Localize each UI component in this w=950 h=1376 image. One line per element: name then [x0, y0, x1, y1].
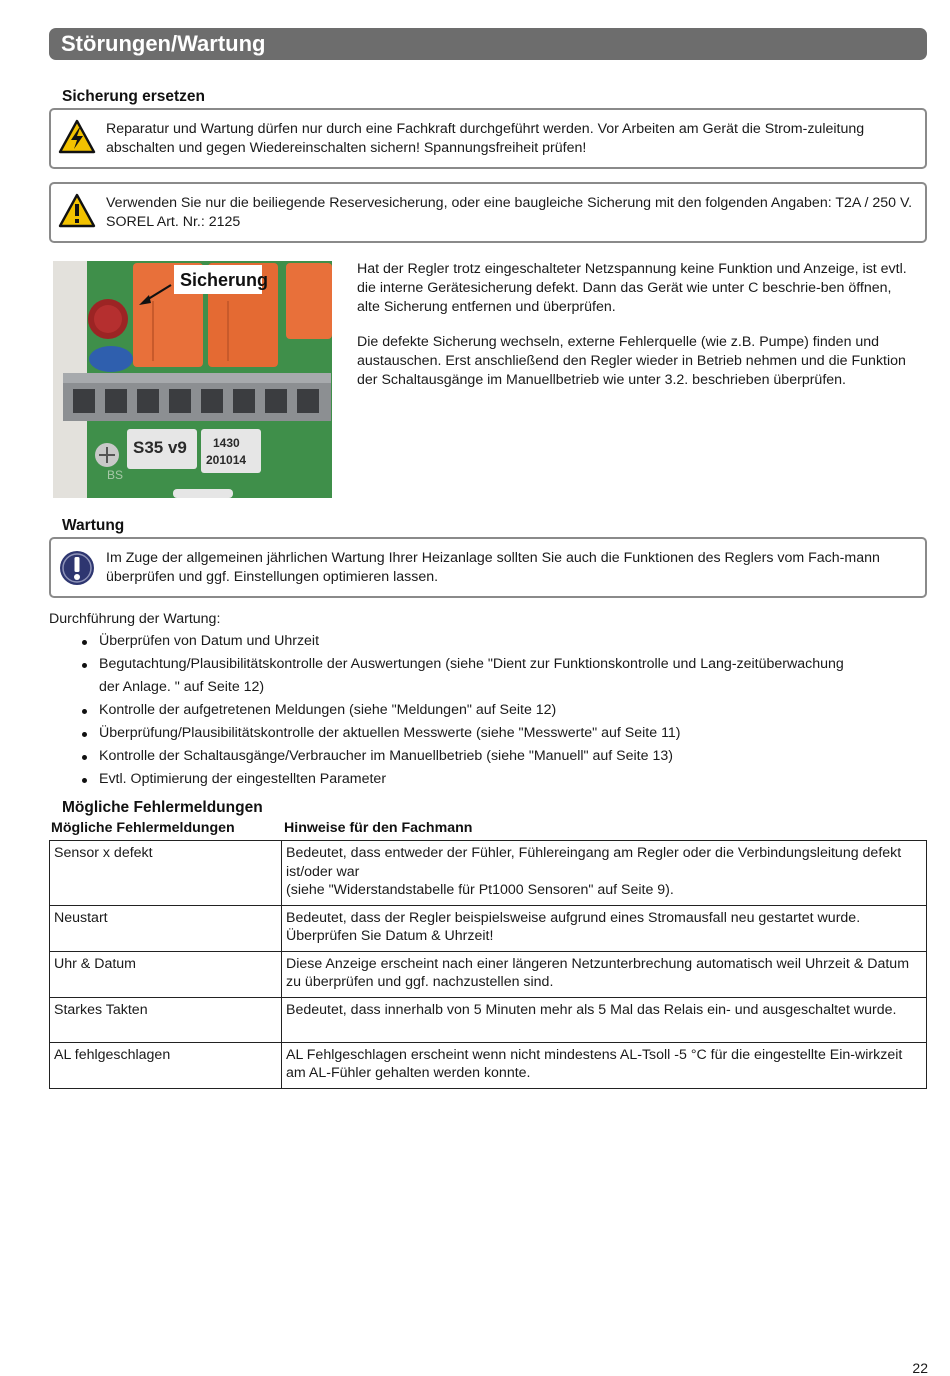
- error-name: Neustart: [50, 905, 282, 951]
- code-line-1: 1430: [213, 436, 240, 450]
- error-name: Starkes Takten: [50, 997, 282, 1042]
- page-number: 22: [912, 1360, 928, 1376]
- section-heading-maintenance: Wartung: [62, 517, 125, 534]
- list-item: Überprüfung/Plausibilitätskontrolle der aktuellen Messwerte (siehe "Messwerte" auf Seite 11): [80, 722, 860, 745]
- exclamation-icon: [58, 549, 96, 592]
- list-item: Überprüfen von Datum und Uhrzeit: [80, 630, 860, 653]
- info-text-maintenance: Im Zuge der allgemeinen jährlichen Wartung Ihrer Heizanlage sollten Sie auch die Funktionen des Reglers vom Fach-mann überprüfen und ggf. Einstellungen optimieren lassen.: [106, 550, 880, 585]
- error-hint: Bedeutet, dass entweder der Fühler, Fühlereingang am Regler oder die Verbindungsleitung defekt ist/oder war (siehe "Widerstandstabelle für Pt1000 Sensoren" auf Seite 9).: [282, 841, 927, 906]
- list-item: Kontrolle der Schaltausgänge/Verbraucher im Manuellbetrieb (siehe "Manuell" auf Seite 13): [80, 745, 860, 768]
- warning-text-electric: Reparatur und Wartung dürfen nur durch eine Fachkraft durchgeführt werden. Vor Arbeiten am Gerät die Strom-zuleitung abschalten und gegen Wiedereinschalten sichern! Spannungsfreiheit prüfen!: [106, 121, 865, 156]
- error-hint: AL Fehlgeschlagen erscheint wenn nicht mindestens AL-Tsoll -5 °C für die eingestellte Ein-wirkzeit am AL-Fühler gehalten werden konnte.: [282, 1042, 927, 1088]
- board-label: S35 v9: [133, 438, 187, 457]
- warning-text-fuse: Verwenden Sie nur die beiliegende Reservesicherung, oder eine baugleiche Sicherung mit den folgenden Angaben: T2A / 250 V. SOREL Art. Nr.: 2125: [106, 195, 913, 230]
- section-heading-fuse: Sicherung ersetzen: [62, 88, 205, 105]
- maintenance-list: [80, 630, 860, 791]
- error-hint: Bedeutet, dass innerhalb von 5 Minuten mehr als 5 Mal das Relais ein- und ausgeschaltet wurde.: [282, 997, 927, 1042]
- table-row: [50, 1042, 927, 1088]
- error-name: Uhr & Datum: [50, 951, 282, 997]
- error-hint: Bedeutet, dass der Regler beispielsweise aufgrund eines Stromausfall neu gestartet wurde. Überprüfen Sie Datum & Uhrzeit!: [282, 905, 927, 951]
- table-row: [50, 841, 927, 906]
- table-header-hints: Hinweise für den Fachmann: [284, 820, 473, 836]
- fuse-callout-label: Sicherung: [180, 270, 269, 290]
- error-name: AL fehlgeschlagen: [50, 1042, 282, 1088]
- warning-box-electric: [49, 108, 927, 169]
- list-item: Evtl. Optimierung der eingestellten Parameter: [80, 768, 860, 791]
- list-item: Kontrolle der aufgetretenen Meldungen (siehe "Meldungen" auf Seite 12): [80, 699, 860, 722]
- code-line-2: 201014: [206, 453, 247, 467]
- error-table: [49, 840, 927, 1089]
- electric-hazard-icon: [58, 119, 96, 160]
- section-heading-errors: Mögliche Fehlermeldungen: [62, 799, 263, 816]
- error-name: Sensor x defekt: [50, 841, 282, 906]
- fuse-photo: [53, 261, 332, 498]
- bs-label: BS: [107, 468, 124, 482]
- table-row: [50, 997, 927, 1042]
- error-hint: Diese Anzeige erscheint nach einer längeren Netzunterbrechung automatisch weil Uhrzeit & Datum zu überprüfen und ggf. nachzustellen sind.: [282, 951, 927, 997]
- info-box-maintenance: [49, 537, 927, 598]
- fuse-paragraph-1: Hat der Regler trotz eingeschalteter Netzspannung keine Funktion und Anzeige, ist evtl. die interne Gerätesicherung defekt. Dann das Gerät wie unter C beschrie-ben öffnen, alte Sicherung entfernen und überprüfen.: [357, 261, 907, 315]
- page-title: Störungen/Wartung: [49, 28, 927, 60]
- table-header-messages: Mögliche Fehlermeldungen: [51, 820, 235, 836]
- warning-triangle-icon: [58, 193, 96, 234]
- table-row: [50, 951, 927, 997]
- warning-box-fuse: [49, 182, 927, 243]
- maintenance-intro: Durchführung der Wartung:: [49, 611, 221, 627]
- fuse-paragraph-2: Die defekte Sicherung wechseln, externe Fehlerquelle (wie z.B. Pumpe) finden und austauschen. Erst anschließend den Regler wieder in Betrieb nehmen und die Funktion der Schaltausgänge im Manuellbetrieb wie unter 3.2. beschrieben überprüfen.: [357, 334, 906, 388]
- list-item: Begutachtung/Plausibilitätskontrolle der Auswertungen (siehe "Dient zur Funktionskontrolle und Lang-zeitüberwachung der Anlage. " auf Seite 12): [80, 653, 860, 699]
- table-row: [50, 905, 927, 951]
